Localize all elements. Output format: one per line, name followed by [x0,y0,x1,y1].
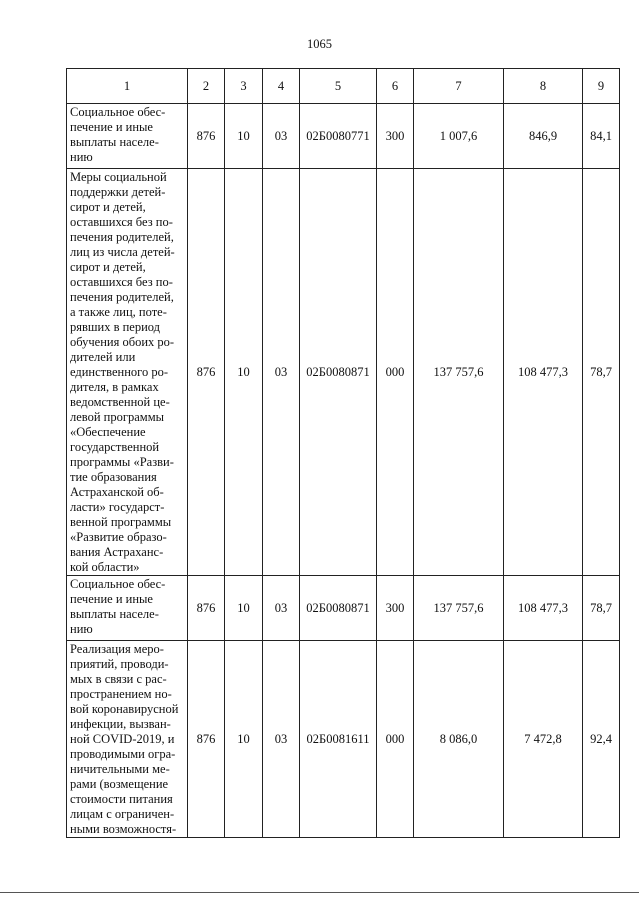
table-cell: 92,4 [583,641,620,838]
table-cell: 108 477,3 [504,576,583,641]
table-row [67,576,620,641]
row-name-cell: Социальное обес- печение и иные выплаты населе- нию [67,576,188,641]
table-row [67,641,620,838]
budget-table [66,68,620,838]
header-row [67,69,620,104]
column-header: 5 [300,69,377,104]
table-row [67,104,620,169]
table-cell: 137 757,6 [414,169,504,576]
table-cell: 02Б0080771 [300,104,377,169]
column-header: 9 [583,69,620,104]
table-cell: 300 [377,104,414,169]
column-header: 6 [377,69,414,104]
table-cell: 84,1 [583,104,620,169]
table-cell: 10 [225,576,263,641]
page-number: 1065 [307,37,332,51]
table-cell: 03 [263,169,300,576]
table-cell: 02Б0080871 [300,576,377,641]
row-name-cell: Меры социальной поддержки детей- сирот и детей, оставшихся без по- печения родителей, лиц из числа детей- сирот и детей, оставшихся без по- печения родителей, а также лиц, поте- рявших в период обучения обоих ро- дителей или единственного ро- дителя, в рамках ведомственной це- левой программы «Обеспечение государственной программы «Разви- тие образования Астраханской об- ласти» государст- венной программы «Развитие образо- вания Астраханс- кой области» [67,169,188,576]
row-name-cell: Социальное обес- печение и иные выплаты населе- нию [67,104,188,169]
table-cell: 03 [263,641,300,838]
table-cell: 8 086,0 [414,641,504,838]
table-cell: 876 [188,169,225,576]
table-cell: 7 472,8 [504,641,583,838]
table-cell: 78,7 [583,169,620,576]
table-cell: 000 [377,641,414,838]
table-cell: 78,7 [583,576,620,641]
column-header: 8 [504,69,583,104]
table-cell: 137 757,6 [414,576,504,641]
column-header: 1 [67,69,188,104]
table-cell: 1 007,6 [414,104,504,169]
table-cell: 000 [377,169,414,576]
table-cell: 10 [225,104,263,169]
table-cell: 876 [188,104,225,169]
column-header: 2 [188,69,225,104]
table-cell: 03 [263,576,300,641]
column-header: 7 [414,69,504,104]
table-cell: 876 [188,576,225,641]
row-name-cell: Реализация меро- приятий, проводи- мых в связи с рас- пространением но- вой коронавирусной инфекции, вызван- ной COVID-2019, и проводимыми огра- ничительными ме- рами (возмещение стоимости питания лицам с ограничен- ными возможностя- [67,641,188,838]
table-cell: 300 [377,576,414,641]
table-cell: 876 [188,641,225,838]
column-header: 3 [225,69,263,104]
table-cell: 03 [263,104,300,169]
column-header: 4 [263,69,300,104]
table-cell: 846,9 [504,104,583,169]
page-bottom-rule [0,892,639,893]
table-cell: 02Б0080871 [300,169,377,576]
table-cell: 108 477,3 [504,169,583,576]
table-cell: 10 [225,169,263,576]
table-cell: 10 [225,641,263,838]
table-row [67,169,620,576]
table-cell: 02Б0081611 [300,641,377,838]
